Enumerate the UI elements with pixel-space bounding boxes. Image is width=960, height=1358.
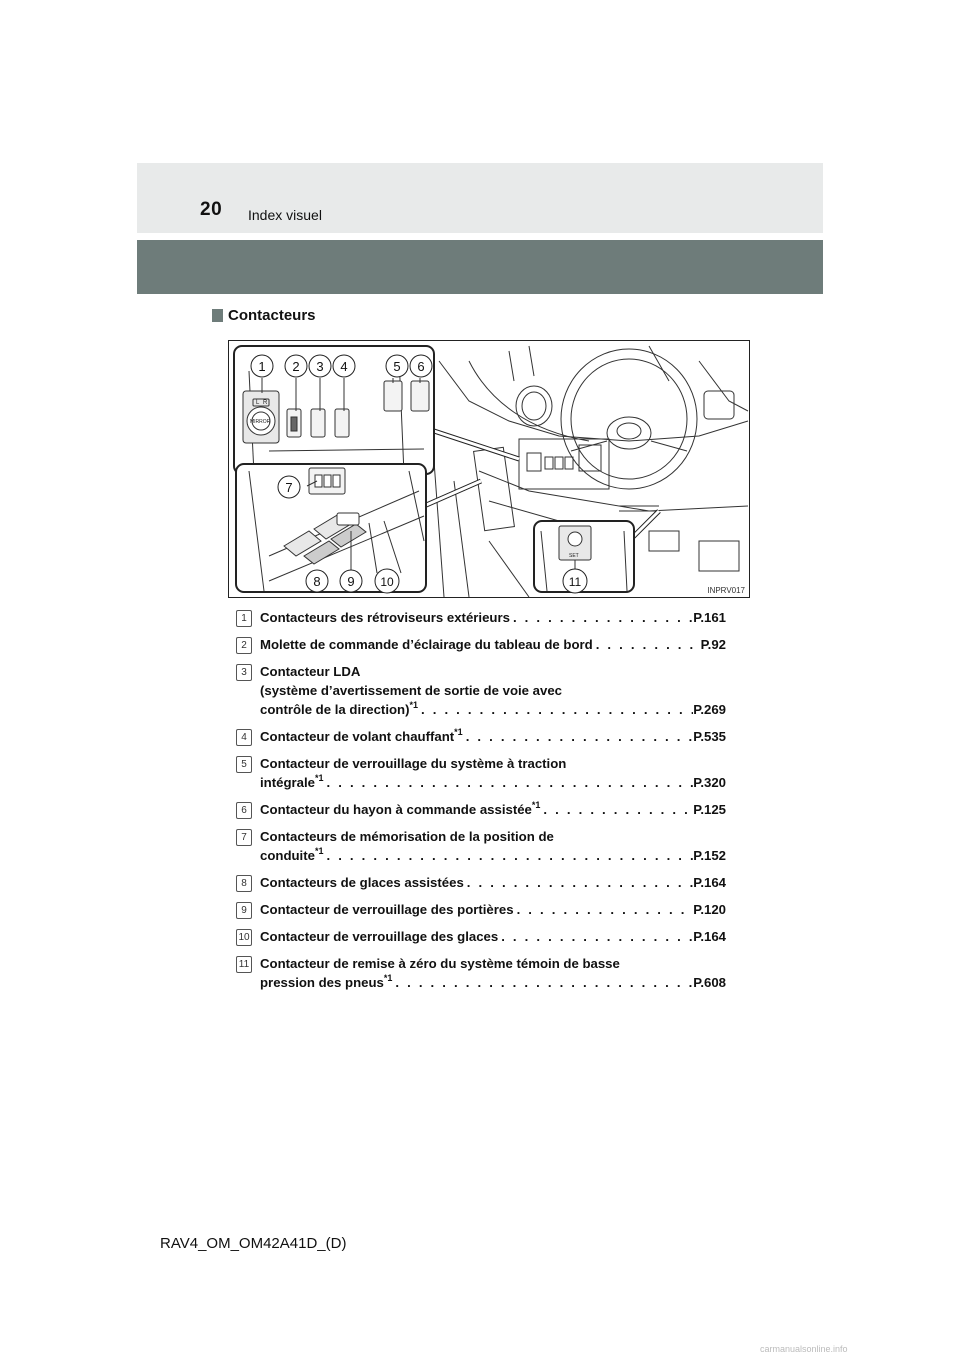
dot-leader [510,608,693,627]
item-line [260,773,726,792]
header-dark-band [137,240,823,294]
page-reference[interactable]: P.164 [693,929,726,944]
page-number: 20 [200,199,223,220]
item-text: Contacteur de verrouillage des portières [260,902,514,917]
item-number: 7 [236,829,252,846]
item-line [260,927,726,946]
item-text: Contacteur de verrouillage des glaces [260,929,499,944]
dot-leader [392,973,693,992]
item-text: Contacteurs des rétroviseurs extérieurs [260,610,510,625]
square-bullet-icon [212,309,223,322]
mirror-label: MIRROR [250,419,271,425]
switches-illustration [228,340,750,598]
item-number: 3 [236,664,252,681]
list-item [236,608,726,627]
item-text: Contacteurs de glaces assistées [260,875,464,890]
list-item [236,900,726,919]
tire-set-label: SET [569,553,579,559]
illustration-svg [229,341,749,597]
item-text: pression des pneus [260,975,384,990]
item-line [260,700,726,719]
item-text: Contacteur de remise à zéro du système témoin de basse [260,956,620,971]
footnote-marker: *1 [314,773,324,783]
dot-leader [323,846,693,865]
item-text: (système d’avertissement de sortie de voie avec [260,683,562,698]
item-number: 8 [236,875,252,892]
item-line [260,873,726,892]
page-reference[interactable]: P.320 [693,775,726,790]
footnote-marker: *1 [531,800,541,810]
item-text: intégrale [260,775,315,790]
footnote-marker: *1 [383,973,393,983]
item-line [260,900,726,919]
dot-leader [418,700,693,719]
item-text: contrôle de la direction) [260,702,410,717]
dot-leader [463,727,694,746]
callout-11: 11 [568,575,582,589]
mirror-l-label: L [256,400,260,406]
section-title: Index visuel [248,207,322,223]
callout-5: 5 [393,359,401,374]
switch-list [236,608,726,992]
item-number: 9 [236,902,252,919]
callout-1: 1 [258,359,266,374]
callout-3: 3 [316,359,324,374]
watermark: carmanualsonline.info [760,1344,848,1354]
list-item [236,635,726,654]
header-top-band [137,163,823,233]
item-line [260,608,726,627]
page-reference[interactable]: P.152 [693,848,726,863]
dot-leader [540,800,693,819]
item-line [260,846,726,865]
list-item [236,954,726,992]
footnote-marker: *1 [454,727,463,737]
list-item [236,827,726,865]
item-line [260,973,726,992]
item-number: 11 [236,956,252,973]
item-number: 10 [236,929,252,946]
list-item [236,662,726,719]
page-reference[interactable]: P.92 [700,637,726,652]
callout-6: 6 [417,359,425,374]
subheading-text: Contacteurs [228,307,316,324]
item-line [260,635,726,654]
item-number: 6 [236,802,252,819]
callout-9: 9 [347,574,355,589]
footnote-marker: *1 [409,700,418,710]
item-text: Contacteurs de mémorisation de la position de [260,829,554,844]
item-number: 4 [236,729,252,746]
page-reference[interactable]: P.161 [693,610,726,625]
list-item [236,754,726,792]
item-text: Molette de commande d’éclairage du tableau de bord [260,637,593,652]
item-line [260,800,726,819]
item-text: Contacteur de volant chauffant [260,729,455,744]
list-item [236,800,726,819]
list-item [236,727,726,746]
item-text: conduite [260,848,315,863]
callout-4: 4 [340,359,348,374]
item-text: Contacteur du hayon à commande assistée [260,802,532,817]
dot-leader [323,773,693,792]
mirror-r-label: R [263,400,268,406]
page-reference[interactable]: P.125 [693,802,726,817]
page-reference[interactable]: P.120 [693,902,726,917]
item-line [260,727,726,746]
dot-leader [593,635,701,654]
list-item [236,927,726,946]
item-number: 5 [236,756,252,773]
page-reference[interactable]: P.608 [693,975,726,990]
callout-7: 7 [285,480,293,495]
dot-leader [464,873,693,892]
list-item [236,873,726,892]
callout-10: 10 [380,575,394,589]
item-text: Contacteur de verrouillage du système à traction [260,756,567,771]
footnote-marker: *1 [314,846,324,856]
dot-leader [498,927,693,946]
page-reference[interactable]: P.269 [693,702,726,717]
subheading [212,307,316,324]
callout-2: 2 [292,359,300,374]
figure-code: INPRV017 [707,586,745,595]
page-reference[interactable]: P.535 [693,729,726,744]
item-number: 1 [236,610,252,627]
page-reference[interactable]: P.164 [693,875,726,890]
item-number: 2 [236,637,252,654]
document-footer: RAV4_OM_OM42A41D_(D) [160,1235,347,1252]
callout-8: 8 [313,574,321,589]
dot-leader [514,900,694,919]
item-text: Contacteur LDA [260,664,361,679]
